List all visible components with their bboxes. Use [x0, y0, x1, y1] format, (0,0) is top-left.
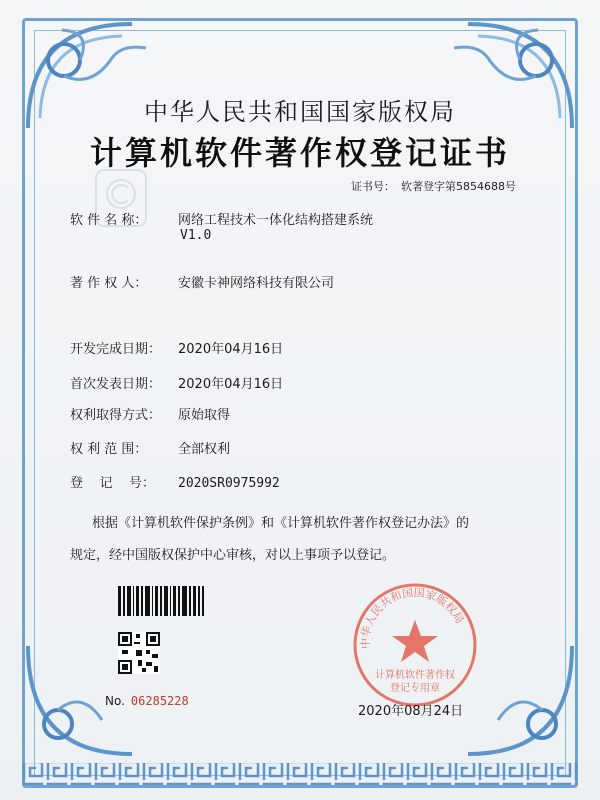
- seal-ring-text: 中华人民共和国国家版权局: [358, 586, 467, 649]
- field-label: 开发完成日期：: [70, 342, 162, 357]
- certificate-number-label: 证书号：: [351, 180, 395, 193]
- issue-date: 2020年08月24日: [358, 704, 464, 719]
- qr-code-icon: [118, 632, 160, 674]
- field-value: 原始取得: [178, 408, 231, 423]
- seal-center-line-1: 计算机软件著作权: [375, 670, 455, 681]
- certificate-title: 计算机软件著作权登记证书: [89, 134, 510, 172]
- field-software-name: [70, 209, 373, 228]
- greek-key-border: [22, 760, 578, 788]
- field-value: 2020SR0975992: [178, 476, 280, 491]
- field-value: 网络工程技术一体化结构搭建系统: [178, 213, 374, 228]
- certificate-number: [345, 178, 516, 194]
- field-completion-date: [70, 338, 283, 357]
- field-rights-scope: [70, 438, 230, 457]
- field-label: 登 记 号：: [70, 476, 156, 491]
- field-first-publish-date: [70, 373, 283, 392]
- seal-center-line-2: 登记专用章: [390, 683, 440, 694]
- official-seal-icon: [350, 580, 480, 710]
- statement-line-1: 根据《计算机软件保护条例》和《计算机软件著作权登记办法》的: [92, 516, 470, 531]
- serial-prefix: No.: [105, 694, 125, 708]
- field-value: 全部权利: [178, 442, 231, 457]
- software-version: V1.0: [180, 228, 212, 243]
- barcode-icon: [118, 586, 204, 616]
- field-registration-number: [70, 472, 280, 491]
- statement-line-2: 规定，经中国版权保护中心审核，对以上事项予以登记。: [70, 548, 396, 563]
- field-copyright-owner: [70, 272, 334, 291]
- field-value: 安徽卡神网络科技有限公司: [178, 276, 335, 291]
- field-label: 首次发表日期：: [70, 377, 162, 392]
- field-label: 权 利 范 围：: [70, 442, 148, 457]
- field-value: 2020年04月16日: [178, 342, 284, 357]
- certificate-number-value: 软著登字第5854688号: [401, 180, 516, 193]
- issuing-authority: 中华人民共和国国家版权局: [144, 98, 456, 126]
- field-label: 权利取得方式：: [70, 408, 162, 423]
- serial-value: 06285228: [130, 694, 189, 708]
- field-label: 著 作 权 人：: [70, 276, 148, 291]
- serial-number: [105, 694, 189, 708]
- field-label: 软 件 名 称：: [70, 213, 148, 228]
- field-value: 2020年04月16日: [178, 377, 284, 392]
- field-acquisition-method: [70, 404, 230, 423]
